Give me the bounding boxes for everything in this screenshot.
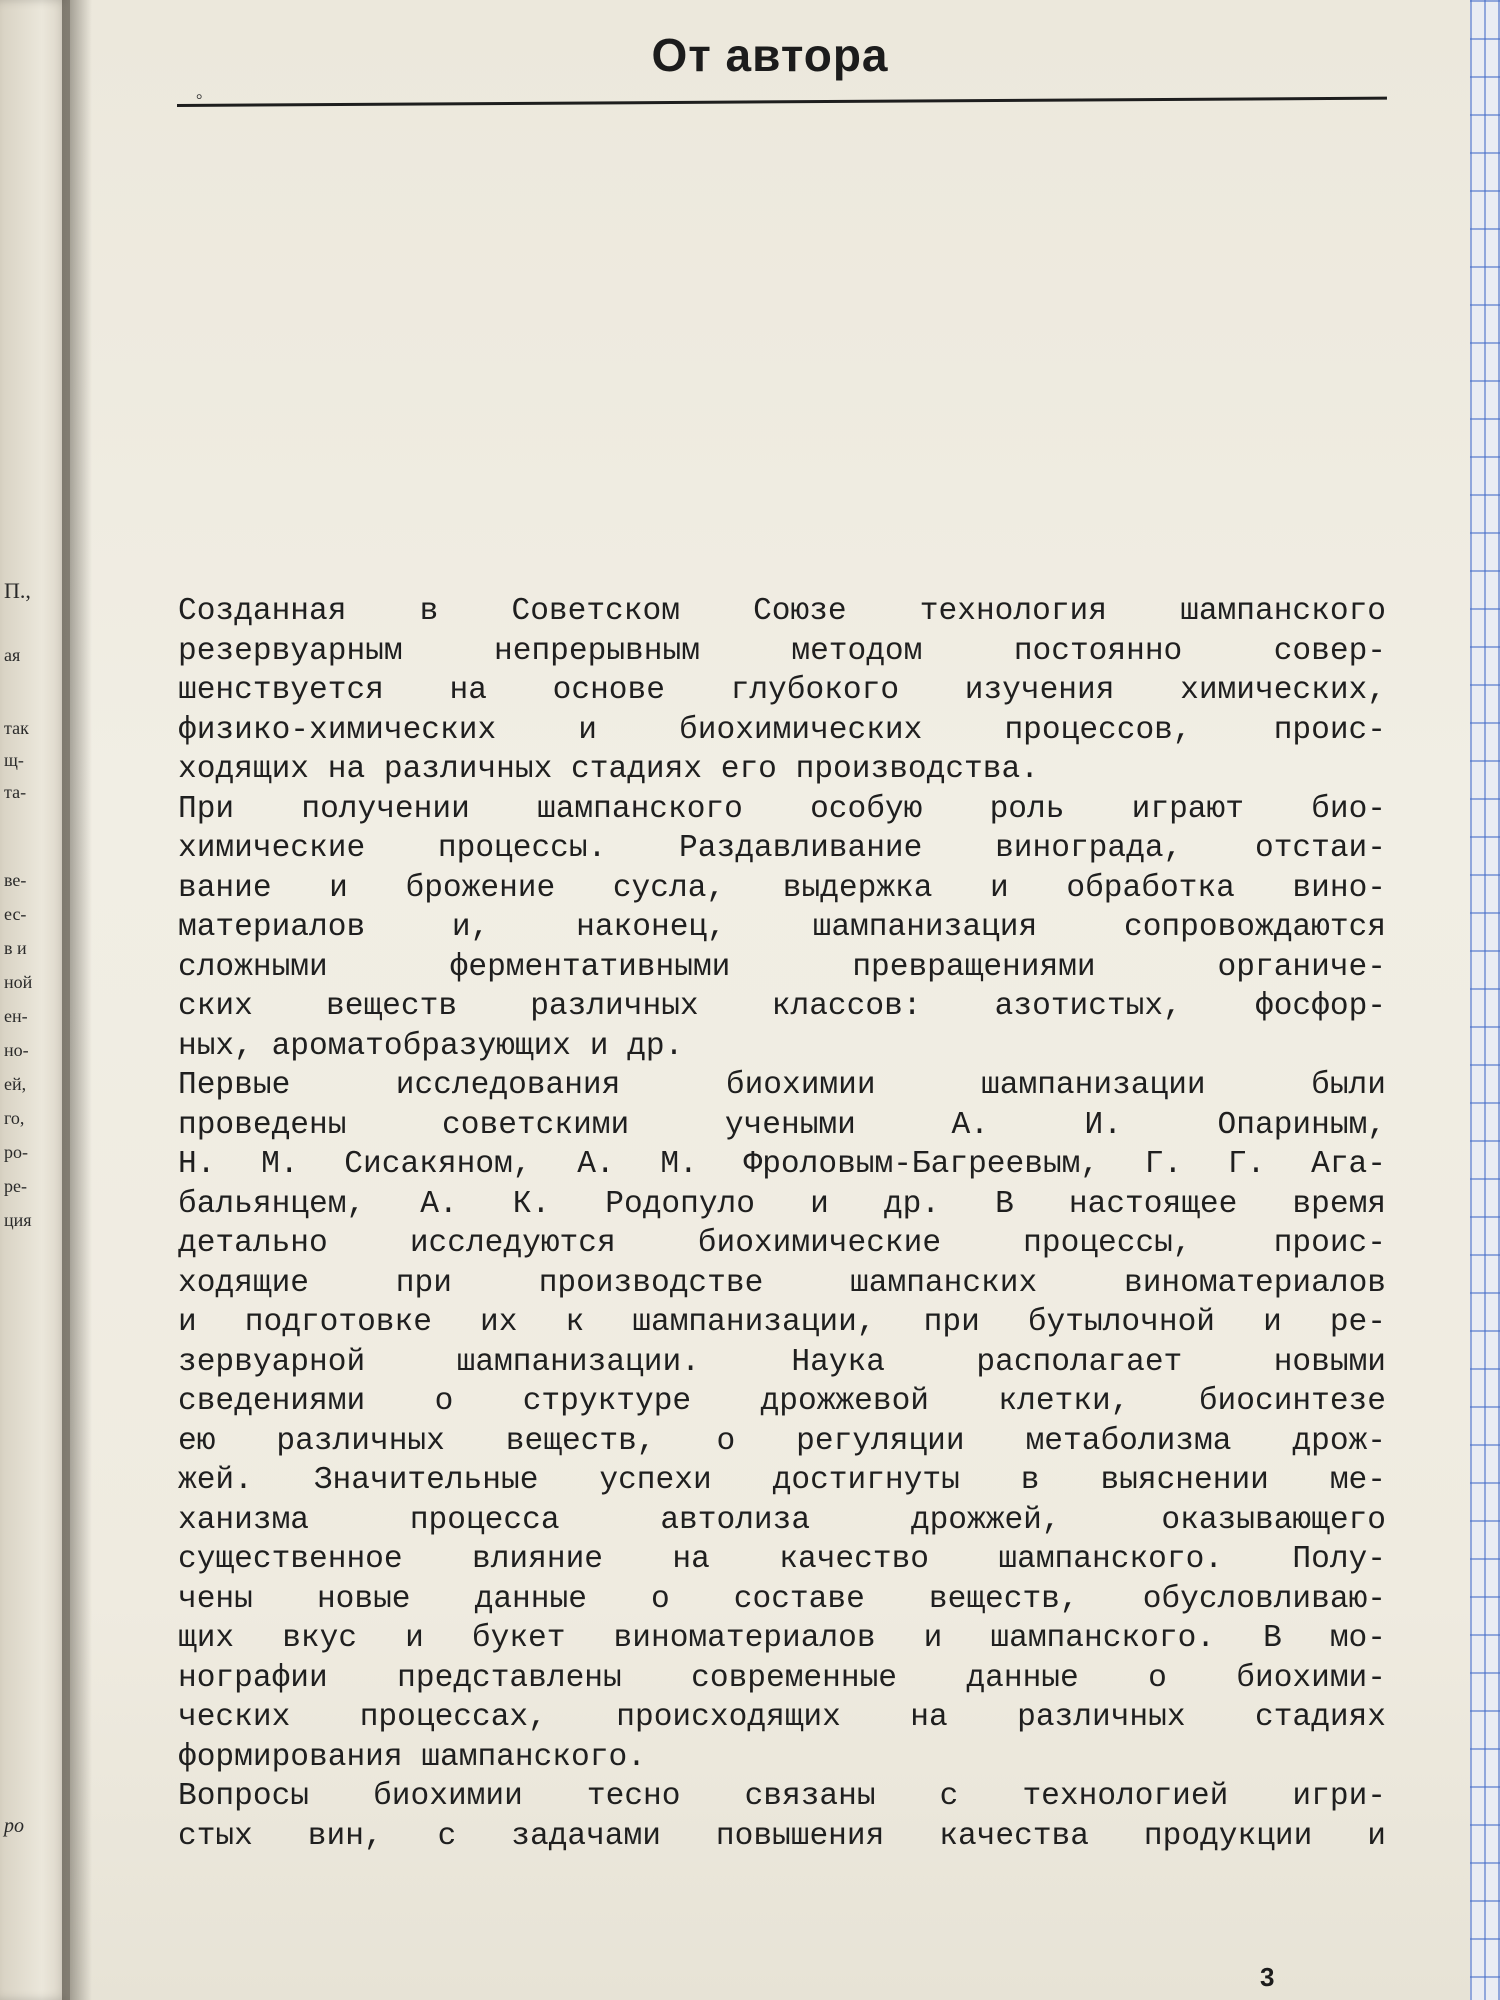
text-line: материалов и, наконец, шампанизация сопровождаются [178, 910, 1386, 945]
left-page-fragment: ция [4, 1210, 32, 1230]
text-line: ческих процессах, происходящих на различных стадиях [178, 1700, 1386, 1735]
page-gutter-shadow [62, 0, 92, 2000]
left-page-fragment: го, [4, 1108, 25, 1128]
left-page-fragment: ро [4, 1815, 24, 1837]
text-line: проведены советскими учеными А. И. Опариным, [178, 1107, 1386, 1143]
text-line: физико-химических и биохимических процессов, проис- [178, 712, 1386, 748]
text-line: сведениями о структуре дрожжевой клетки, биосинтезе [178, 1384, 1386, 1419]
page-number: 3 [1260, 1962, 1275, 1992]
text-line: бальянцем, А. К. Родопуло и др. В настоящее время [178, 1186, 1386, 1222]
left-page-fragment: П., [4, 578, 31, 603]
left-page-fragment: ной [4, 972, 33, 992]
graph-paper-edge [1470, 0, 1500, 2000]
text-line: формирования шампанского. [178, 1739, 646, 1775]
left-page-fragment: ре- [4, 1176, 27, 1196]
left-page-fragment: так [4, 718, 29, 738]
text-line: чены новые данные о составе веществ, обусловливаю- [178, 1581, 1386, 1617]
text-line: существенное влияние на качество шампанского. Полу- [178, 1542, 1386, 1577]
left-page-fragment: ве- [4, 870, 27, 890]
text-line: детально исследуются биохимические процессы, проис- [178, 1226, 1386, 1261]
text-line: ходящих на различных стадиях его производства. [178, 752, 1039, 787]
page-title: От автора [651, 29, 889, 81]
text-line: Созданная в Советском Союзе технология шампанского [178, 594, 1386, 629]
text-line: шенствуется на основе глубокого изучения химических, [178, 673, 1386, 708]
page-dot-mark: ° [196, 92, 203, 109]
body-text [178, 592, 1386, 1856]
book-page [70, 0, 1470, 2000]
text-line: щих вкус и букет виноматериалов и шампанского. В мо- [178, 1621, 1386, 1656]
text-line: ходящие при производстве шампанских виноматериалов [178, 1265, 1386, 1301]
text-line: резервуарным непрерывным методом постоянно совер- [178, 633, 1386, 669]
left-page-fragment: та- [4, 782, 27, 802]
text-line: ею различных веществ, о регуляции метаболизма дрож- [178, 1423, 1386, 1459]
text-line: ных, ароматобразующих и др. [178, 1028, 684, 1064]
text-line: При получении шампанского особую роль играют био- [178, 791, 1386, 827]
text-line: и подготовке их к шампанизации, при бутылочной и ре- [178, 1305, 1386, 1340]
text-line: ских веществ различных классов: азотистых, фосфор- [178, 989, 1386, 1024]
text-line: зервуарной шампанизации. Наука располагает новыми [178, 1344, 1386, 1380]
previous-page-edge [0, 0, 70, 2000]
left-page-fragment: ая [4, 645, 21, 665]
text-line: нографии представлены современные данные о биохими- [178, 1660, 1386, 1696]
text-line: вание и брожение сусла, выдержка и обработка вино- [178, 870, 1386, 906]
left-page-fragment: ро- [4, 1142, 28, 1162]
text-line: ханизма процесса автолиза дрожжей, оказывающего [178, 1502, 1386, 1538]
left-page-fragment: в и [4, 938, 27, 958]
text-line: химические процессы. Раздавливание винограда, отстаи- [178, 831, 1386, 866]
left-page-fragment: ен- [4, 1006, 28, 1026]
text-line: Н. М. Сисакяном, А. М. Фроловым-Багреевым, Г. Г. Ага- [178, 1147, 1386, 1182]
left-page-fragment: ей, [4, 1074, 27, 1094]
text-line: жей. Значительные успехи достигнуты в выяснении ме- [178, 1463, 1386, 1498]
left-page-fragment: щ- [4, 750, 24, 770]
text-line: Первые исследования биохимии шампанизации были [178, 1068, 1386, 1103]
left-page-fragment: ес- [4, 904, 27, 924]
text-line: сложными ферментативными превращениями органиче- [178, 949, 1386, 985]
text-line: стых вин, с задачами повышения качества продукции и [178, 1818, 1386, 1854]
title-rule [177, 97, 1387, 107]
text-line: Вопросы биохимии тесно связаны с технологией игри- [178, 1779, 1386, 1814]
left-page-fragment: но- [4, 1040, 29, 1060]
